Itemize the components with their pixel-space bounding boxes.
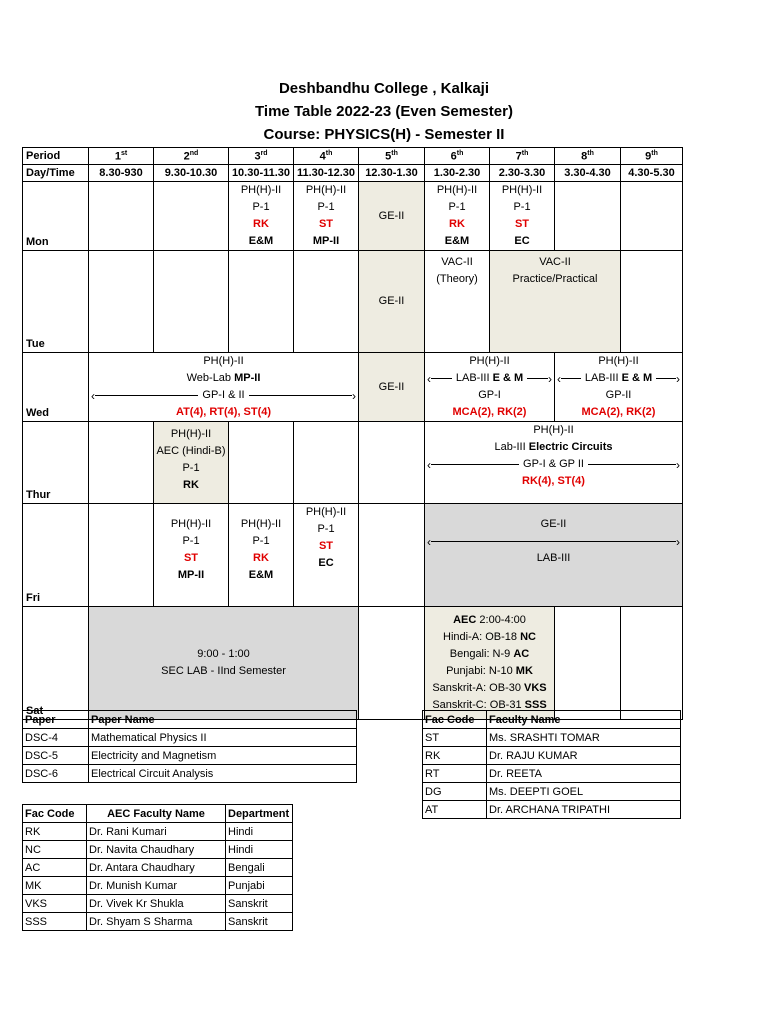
time-slot: 2.30-3.30 (490, 165, 555, 182)
course-title: Course: PHYSICS(H) - Semester II (263, 126, 505, 143)
tue-ge-cell: GE-II (359, 251, 425, 353)
table-row: DSC-5 Electricity and Magnetism (23, 747, 357, 765)
span-arrow: ‹ LAB-III E & M › (427, 371, 552, 386)
header-cell: Paper Name (89, 711, 357, 729)
time-slot: 1.30-2.30 (425, 165, 490, 182)
sat-sec-lab-cell: 9:00 - 1:00 SEC LAB - IInd Semester (89, 607, 359, 720)
period-1: 1st (89, 148, 154, 165)
table-row: NC Dr. Navita Chaudhary Hindi (23, 841, 293, 859)
time-slot: 8.30-930 (89, 165, 154, 182)
period-label: Period (23, 148, 89, 165)
time-slot: 3.30-4.30 (555, 165, 621, 182)
header-cell: AEC Faculty Name (87, 805, 226, 823)
period-row (23, 148, 683, 165)
header-cell: Fac Code (423, 711, 487, 729)
timetable-grid (22, 147, 683, 720)
mon-p6-cell: PH(H)-II P-1 RK E&M (425, 182, 490, 251)
day-fri: Fri (23, 504, 89, 607)
table-row: DG Ms. DEEPTI GOEL (423, 783, 681, 801)
header-cell: Paper (23, 711, 89, 729)
period-9: 9th (621, 148, 683, 165)
day-tue: Tue (23, 251, 89, 353)
period-7: 7th (490, 148, 555, 165)
tue-vac-theory-cell: VAC-II (Theory) (425, 251, 490, 353)
table-row: MK Dr. Munish Kumar Punjabi (23, 877, 293, 895)
wed-lab-e-m-gp2-cell: PH(H)-II ‹ LAB-III E & M › GP-II MCA(2), RK(2) (555, 353, 683, 422)
period-8: 8th (555, 148, 621, 165)
table-row: SSS Dr. Shyam S Sharma Sanskrit (23, 913, 293, 931)
thur-aec-cell: PH(H)-II AEC (Hindi-B) P-1 RK (154, 422, 229, 504)
table-row: VKS Dr. Vivek Kr Shukla Sanskrit (23, 895, 293, 913)
daytime-label: Day/Time (23, 165, 89, 182)
period-6: 6th (425, 148, 490, 165)
timetable-title: Time Table 2022-23 (Even Semester) (255, 103, 513, 120)
table-header (23, 805, 293, 823)
header-cell: Fac Code (23, 805, 87, 823)
table-row: AC Dr. Antara Chaudhary Bengali (23, 859, 293, 877)
thur-lab-circuits-cell: PH(H)-II Lab-III Electric Circuits ‹ GP-I & GP II › RK(4), ST(4) (425, 422, 683, 504)
header-cell: Department (226, 805, 293, 823)
span-arrow: ‹ GP-I & II › (91, 388, 356, 403)
fri-ge-lab-cell: GE-II ‹ › LAB-III (425, 504, 683, 607)
table-row: RK Dr. RAJU KUMAR (423, 747, 681, 765)
time-slot: 10.30-11.30 (229, 165, 294, 182)
span-arrow: ‹ › (427, 534, 680, 549)
day-thur: Thur (23, 422, 89, 504)
wed-row (23, 353, 683, 422)
table-row: RK Dr. Rani Kumari Hindi (23, 823, 293, 841)
period-5: 5th (359, 148, 425, 165)
mon-ge-cell: GE-II (359, 182, 425, 251)
fri-p3-cell: PH(H)-II P-1 RK E&M (229, 504, 294, 607)
period-2: 2nd (154, 148, 229, 165)
time-slot: 11.30-12.30 (294, 165, 359, 182)
mon-p7-cell: PH(H)-II P-1 ST EC (490, 182, 555, 251)
time-slot: 4.30-5.30 (621, 165, 683, 182)
time-row (23, 165, 683, 182)
day-mon: Mon (23, 182, 89, 251)
day-wed: Wed (23, 353, 89, 422)
table-row: ST Ms. SRASHTI TOMAR (423, 729, 681, 747)
table-row: DSC-4 Mathematical Physics II (23, 729, 357, 747)
period-4: 4th (294, 148, 359, 165)
span-arrow: ‹ GP-I & GP II › (427, 457, 680, 472)
thur-row (23, 422, 683, 504)
paper-table (22, 710, 357, 783)
table-header (23, 711, 357, 729)
header-cell: Faculty Name (487, 711, 681, 729)
wed-lab-e-m-gp1-cell: PH(H)-II ‹ LAB-III E & M › GP-I MCA(2), RK(2) (425, 353, 555, 422)
day-sat: Sat (23, 607, 89, 720)
fri-p4-cell: PH(H)-II P-1 ST EC (294, 504, 359, 607)
table-header (423, 711, 681, 729)
fri-p2-cell: PH(H)-II P-1 ST MP-II (154, 504, 229, 607)
aec-faculty-table (22, 804, 293, 931)
span-arrow: ‹ LAB-III E & M › (557, 371, 680, 386)
time-slot: 9.30-10.30 (154, 165, 229, 182)
time-slot: 12.30-1.30 (359, 165, 425, 182)
wed-weblab-cell: PH(H)-II Web-Lab MP-II ‹ GP-I & II › AT(4), RT(4), ST(4) (89, 353, 359, 422)
mon-p3-cell: PH(H)-II P-1 RK E&M (229, 182, 294, 251)
table-row: DSC-6 Electrical Circuit Analysis (23, 765, 357, 783)
table-row: AT Dr. ARCHANA TRIPATHI (423, 801, 681, 819)
sat-row (23, 607, 683, 720)
tue-row (23, 251, 683, 353)
wed-ge-cell: GE-II (359, 353, 425, 422)
mon-p4-cell: PH(H)-II P-1 ST MP-II (294, 182, 359, 251)
period-3: 3rd (229, 148, 294, 165)
sat-aec-cell: AEC 2:00-4:00 Hindi-A: OB-18 NC Bengali: N-9 AC Punjabi: N-10 MK Sanskrit-A: OB-30 VKS Sanskrit-C: OB-31 SSS (425, 607, 555, 720)
fri-row (23, 504, 683, 607)
faculty-table (422, 710, 681, 819)
table-row: RT Dr. REETA (423, 765, 681, 783)
mon-row (23, 182, 683, 251)
college-title: Deshbandhu College , Kalkaji (278, 80, 490, 97)
tue-vac-practical-cell: VAC-II Practice/Practical (490, 251, 621, 353)
